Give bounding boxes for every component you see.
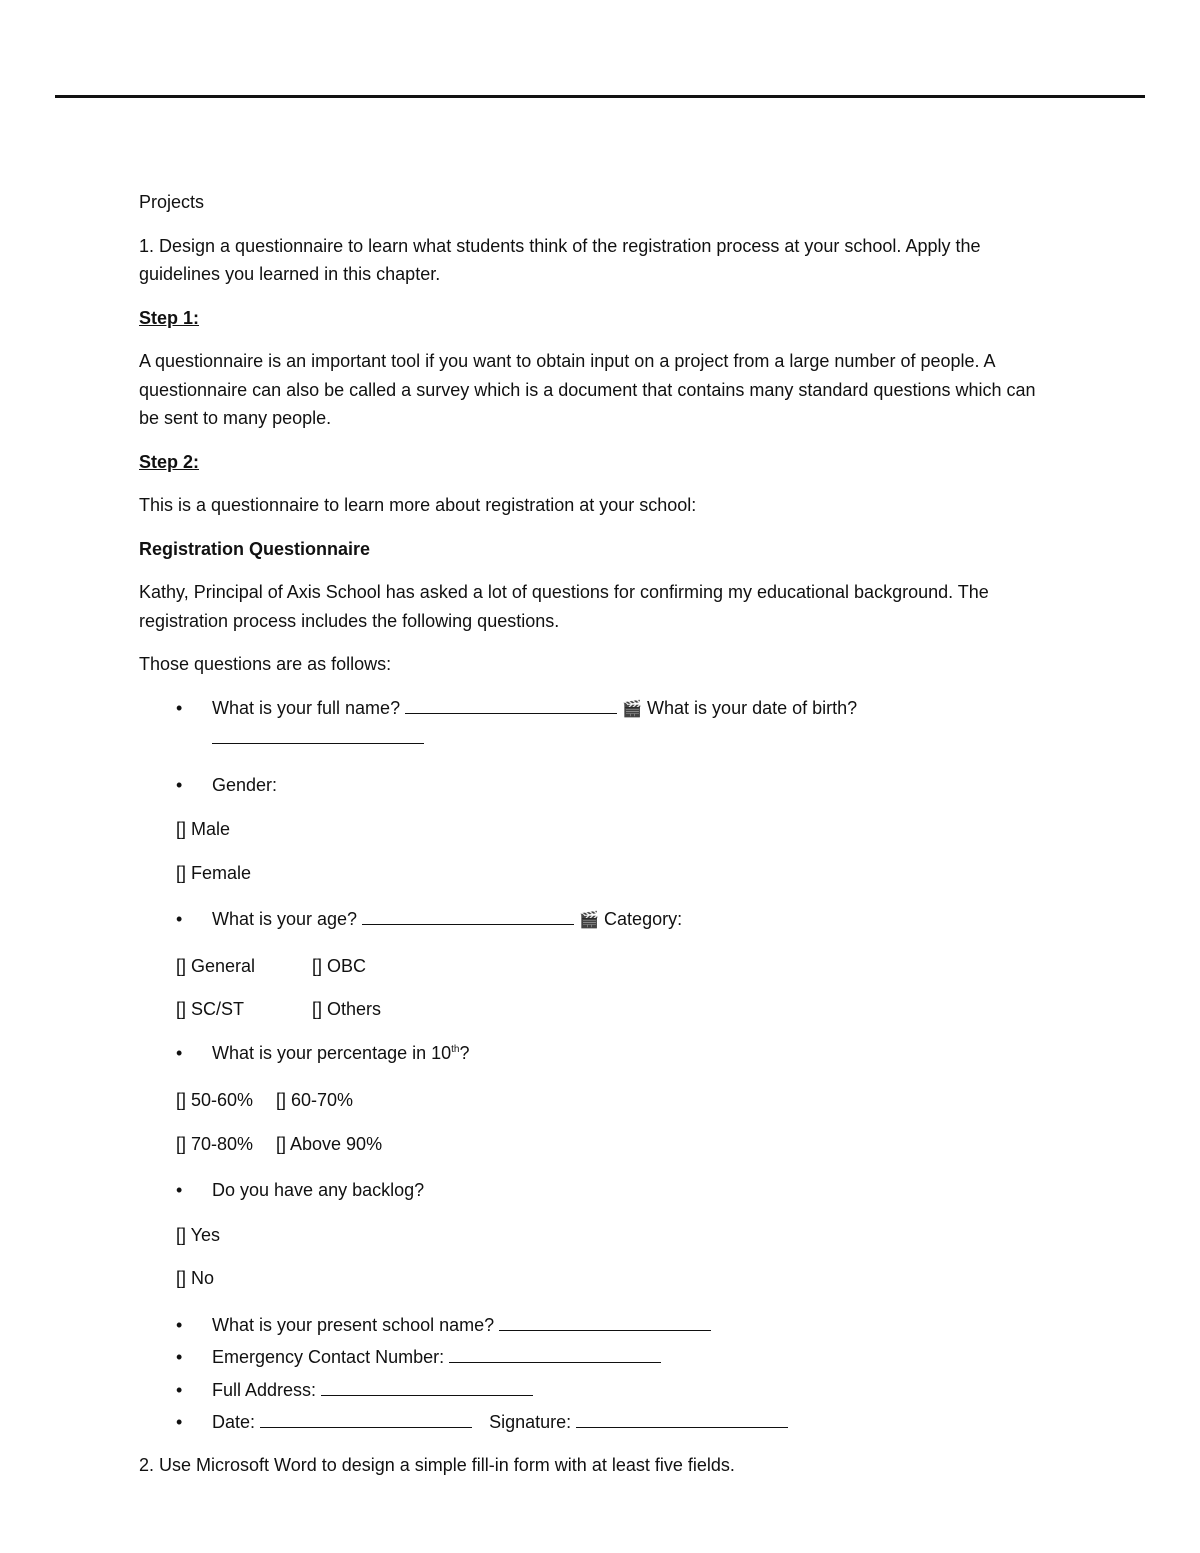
category-options-row-2: [139, 995, 1059, 1024]
question-backlog-label: Do you have any backlog?: [212, 1180, 425, 1200]
question-emergency: [139, 1343, 1059, 1372]
step-2-label: Step 2:: [139, 451, 200, 472]
question-date-signature: [139, 1408, 1059, 1437]
question-date-label: Date:: [212, 1412, 256, 1432]
question-name-dob: [139, 694, 1059, 753]
question-emergency-label: Emergency Contact Number:: [212, 1347, 445, 1367]
questionnaire-title: Registration Questionnaire: [139, 538, 371, 559]
signature-blank[interactable]: [576, 1409, 788, 1428]
step-1-label: Step 1:: [139, 307, 200, 328]
option-obc[interactable]: [] OBC: [312, 955, 367, 976]
question-category-label: Category:: [604, 909, 683, 929]
question-gender-label: Gender:: [212, 774, 278, 795]
bullet-icon: •: [176, 697, 183, 718]
option-above-90[interactable]: [] Above 90%: [276, 1133, 383, 1154]
bullet-icon: •: [176, 774, 183, 795]
question-age-label: What is your age?: [212, 909, 358, 929]
option-general[interactable]: [] General: [176, 955, 256, 976]
heading-projects: Projects: [139, 192, 205, 212]
percentage-options-row-2: [139, 1130, 1059, 1159]
question-gender: [139, 771, 1059, 800]
age-blank[interactable]: [362, 906, 574, 925]
option-sc-st[interactable]: [] SC/ST: [176, 999, 245, 1019]
clapperboard-icon: 🎬: [622, 700, 643, 718]
question-mark: ?: [459, 1042, 470, 1063]
bullet-icon: •: [176, 1314, 183, 1335]
document-body: [139, 188, 1059, 1494]
step-1-text: A questionnaire is an important tool if you want to obtain input on a project from a large number of people. A questionnaire can also be called a survey which is a document that contains many standard questions which can be sent to many people.: [139, 351, 1036, 428]
ordinal-suffix: th: [451, 1043, 460, 1055]
project-item-2: 2. Use Microsoft Word to design a simple fill-in form with at least five fields.: [139, 1454, 735, 1475]
question-school: [139, 1311, 1059, 1340]
option-50-60[interactable]: [] 50-60%: [176, 1090, 254, 1110]
option-male[interactable]: [] Male: [176, 819, 231, 839]
question-school-label: What is your present school name?: [212, 1314, 495, 1335]
option-no[interactable]: [] No: [176, 1268, 215, 1288]
option-60-70[interactable]: [] 60-70%: [276, 1090, 354, 1110]
question-signature-label: Signature:: [489, 1412, 572, 1432]
header-rule: [55, 95, 1145, 98]
question-percentage: [139, 1039, 1059, 1068]
bullet-icon: •: [176, 1347, 183, 1367]
question-age-category: [139, 905, 1059, 936]
clapperboard-icon: 🎬: [579, 912, 600, 929]
step-2-text: This is a questionnaire to learn more about registration at your school:: [139, 495, 697, 515]
category-options-row-1: [139, 952, 1059, 981]
school-blank[interactable]: [499, 1312, 711, 1331]
question-percentage-label: What is your percentage in 10: [212, 1042, 452, 1063]
bullet-icon: •: [176, 1180, 183, 1200]
dob-blank[interactable]: [212, 725, 424, 744]
bullet-icon: •: [176, 1379, 183, 1400]
name-blank[interactable]: [405, 695, 617, 714]
option-yes[interactable]: [] Yes: [176, 1224, 221, 1245]
emergency-blank[interactable]: [449, 1344, 661, 1363]
bullet-icon: •: [176, 1042, 183, 1063]
project-item-1: 1. Design a questionnaire to learn what students think of the registration process at your school. Apply the guidelines you learned in this chapter.: [139, 235, 981, 284]
percentage-options-row-1: [139, 1086, 1059, 1115]
questionnaire-intro: Kathy, Principal of Axis School has asked a lot of questions for confirming my educational background. The registration process includes the following questions.: [139, 582, 989, 631]
question-address: [139, 1376, 1059, 1405]
option-others[interactable]: [] Others: [312, 999, 382, 1019]
question-name-label: What is your full name?: [212, 697, 401, 718]
option-70-80[interactable]: [] 70-80%: [176, 1133, 254, 1154]
questionnaire-lead: Those questions are as follows:: [139, 654, 392, 674]
question-backlog: [139, 1176, 1059, 1205]
address-blank[interactable]: [321, 1377, 533, 1396]
bullet-icon: •: [176, 909, 183, 929]
bullet-icon: •: [176, 1412, 183, 1432]
option-female[interactable]: [] Female: [176, 862, 252, 883]
date-blank[interactable]: [260, 1409, 472, 1428]
question-dob-label: What is your date of birth?: [647, 697, 858, 718]
question-address-label: Full Address:: [212, 1379, 317, 1400]
